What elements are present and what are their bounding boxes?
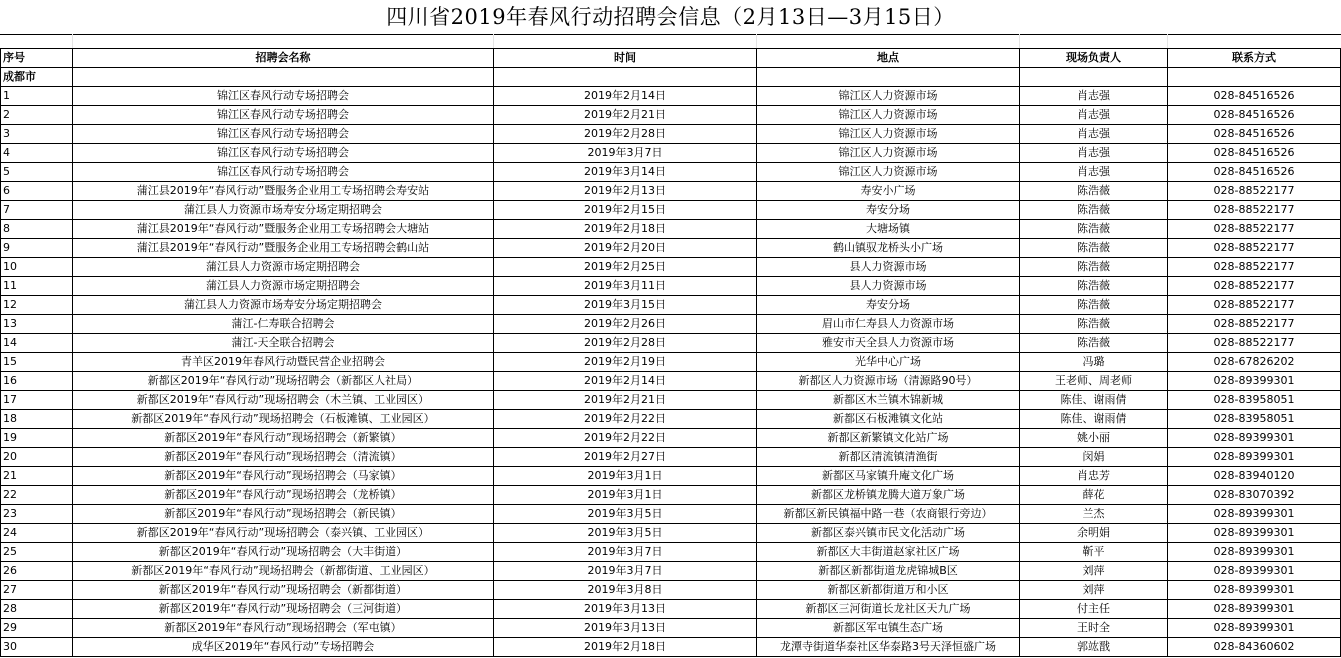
cell-contact-person: 陈浩薇 [1020,239,1168,258]
cell-contact-person: 陈浩薇 [1020,258,1168,277]
header-cell-time: 时间 [494,49,757,68]
cell-location: 新都区马家镇升庵文化广场 [757,467,1020,486]
cell-location: 锦江区人力资源市场 [757,125,1020,144]
cell-phone: 028-89399301 [1168,429,1341,448]
cell-time: 2019年2月18日 [494,638,757,657]
cell-phone: 028-89399301 [1168,581,1341,600]
header-cell-phone: 联系方式 [1168,49,1341,68]
cell-name: 蒲江-天全联合招聘会 [73,334,494,353]
gridline [1167,34,1168,48]
cell-no: 16 [1,372,73,391]
header-cell-name: 招聘会名称 [73,49,494,68]
cell-phone: 028-89399301 [1168,543,1341,562]
table-row [1,239,1341,258]
table-row [1,467,1341,486]
cell-name: 新都区2019年“春风行动”现场招聘会（新都街道） [73,581,494,600]
cell-name: 新都区2019年“春风行动”现场招聘会（三河街道） [73,600,494,619]
section-label: 成都市 [1,68,73,87]
cell-no: 18 [1,410,73,429]
empty-cell [1168,68,1341,87]
cell-no: 15 [1,353,73,372]
cell-phone: 028-89399301 [1168,619,1341,638]
cell-contact-person: 余明娟 [1020,524,1168,543]
cell-name: 新都区2019年“春风行动”现场招聘会（石板滩镇、工业园区） [73,410,494,429]
cell-phone: 028-84516526 [1168,144,1341,163]
cell-location: 新都区人力资源市场（清源路90号） [757,372,1020,391]
fair-table [0,48,1341,657]
cell-phone: 028-88522177 [1168,258,1341,277]
cell-name: 蒲江县人力资源市场寿安分场定期招聘会 [73,201,494,220]
table-row [1,429,1341,448]
cell-contact-person: 兰杰 [1020,505,1168,524]
cell-location: 寿安分场 [757,296,1020,315]
table-row [1,201,1341,220]
cell-contact-person: 陈佳、谢雨倩 [1020,410,1168,429]
table-row [1,258,1341,277]
cell-phone: 028-88522177 [1168,220,1341,239]
cell-name: 新都区2019年“春风行动”现场招聘会（木兰镇、工业园区） [73,391,494,410]
cell-time: 2019年3月1日 [494,486,757,505]
cell-contact-person: 陈浩薇 [1020,277,1168,296]
gridline [493,34,494,48]
header-cell-no: 序号 [1,49,73,68]
table-row [1,296,1341,315]
cell-time: 2019年3月7日 [494,543,757,562]
cell-phone: 028-89399301 [1168,448,1341,467]
cell-name: 成华区2019年“春风行动”专场招聘会 [73,638,494,657]
cell-phone: 028-89399301 [1168,524,1341,543]
section-row [1,68,1341,87]
table-row [1,220,1341,239]
table-row [1,391,1341,410]
cell-no: 3 [1,125,73,144]
page-title: 四川省2019年春风行动招聘会信息（2月13日—3月15日） [386,5,955,29]
cell-name: 锦江区春风行动专场招聘会 [73,87,494,106]
cell-time: 2019年3月8日 [494,581,757,600]
empty-cell [494,68,757,87]
cell-time: 2019年2月20日 [494,239,757,258]
cell-name: 新都区2019年“春风行动”现场招聘会（清流镇） [73,448,494,467]
cell-no: 6 [1,182,73,201]
cell-location: 新都区泰兴镇市民文化活动广场 [757,524,1020,543]
cell-contact-person: 陈浩薇 [1020,201,1168,220]
header-cell-contact-person: 现场负责人 [1020,49,1168,68]
cell-phone: 028-84516526 [1168,87,1341,106]
table-row [1,619,1341,638]
cell-time: 2019年2月14日 [494,87,757,106]
table-row [1,372,1341,391]
cell-time: 2019年2月18日 [494,220,757,239]
cell-no: 2 [1,106,73,125]
cell-time: 2019年2月28日 [494,125,757,144]
cell-no: 4 [1,144,73,163]
cell-name: 蒲江县2019年“春风行动”暨服务企业用工专场招聘会大塘站 [73,220,494,239]
cell-location: 寿安小广场 [757,182,1020,201]
cell-location: 新都区新都街道龙虎锦城B区 [757,562,1020,581]
cell-time: 2019年3月13日 [494,619,757,638]
cell-location: 锦江区人力资源市场 [757,144,1020,163]
table-row [1,182,1341,201]
cell-no: 22 [1,486,73,505]
cell-contact-person: 刘萍 [1020,581,1168,600]
table-row [1,410,1341,429]
cell-time: 2019年2月25日 [494,258,757,277]
cell-contact-person: 陈浩薇 [1020,315,1168,334]
cell-contact-person: 陈浩薇 [1020,220,1168,239]
cell-no: 8 [1,220,73,239]
cell-contact-person: 付主任 [1020,600,1168,619]
cell-time: 2019年2月14日 [494,372,757,391]
table-row [1,448,1341,467]
cell-contact-person: 靳平 [1020,543,1168,562]
cell-no: 5 [1,163,73,182]
table-row [1,334,1341,353]
table-row [1,315,1341,334]
cell-name: 新都区2019年“春风行动”现场招聘会（龙桥镇） [73,486,494,505]
cell-phone: 028-88522177 [1168,239,1341,258]
cell-no: 23 [1,505,73,524]
cell-location: 新都区新都街道万和小区 [757,581,1020,600]
table-row [1,543,1341,562]
table-body [1,49,1341,657]
cell-phone: 028-88522177 [1168,315,1341,334]
cell-name: 锦江区春风行动专场招聘会 [73,125,494,144]
cell-no: 29 [1,619,73,638]
cell-location: 新都区新民镇福中路一巷（农商银行旁边） [757,505,1020,524]
cell-contact-person: 陈浩薇 [1020,182,1168,201]
cell-phone: 028-83940120 [1168,467,1341,486]
cell-time: 2019年2月27日 [494,448,757,467]
table-row [1,353,1341,372]
cell-location: 眉山市仁寿县人力资源市场 [757,315,1020,334]
title-row [0,0,1341,35]
cell-contact-person: 刘萍 [1020,562,1168,581]
cell-time: 2019年3月7日 [494,144,757,163]
table-row [1,600,1341,619]
cell-time: 2019年2月22日 [494,410,757,429]
cell-location: 县人力资源市场 [757,258,1020,277]
cell-time: 2019年2月22日 [494,429,757,448]
cell-name: 蒲江县人力资源市场定期招聘会 [73,277,494,296]
cell-phone: 028-83958051 [1168,410,1341,429]
gridline [1019,34,1020,48]
cell-no: 26 [1,562,73,581]
cell-time: 2019年3月11日 [494,277,757,296]
cell-phone: 028-88522177 [1168,182,1341,201]
cell-time: 2019年2月19日 [494,353,757,372]
cell-no: 13 [1,315,73,334]
cell-location: 新都区军屯镇生态广场 [757,619,1020,638]
cell-contact-person: 肖志强 [1020,163,1168,182]
cell-time: 2019年2月21日 [494,391,757,410]
table-row [1,581,1341,600]
cell-location: 新都区石板滩镇文化站 [757,410,1020,429]
table-row [1,163,1341,182]
cell-time: 2019年3月7日 [494,562,757,581]
cell-location: 锦江区人力资源市场 [757,87,1020,106]
blank-row [0,34,1341,49]
cell-time: 2019年2月13日 [494,182,757,201]
cell-time: 2019年3月1日 [494,467,757,486]
cell-name: 新都区2019年“春风行动”现场招聘会（大丰街道） [73,543,494,562]
cell-name: 蒲江县人力资源市场寿安分场定期招聘会 [73,296,494,315]
cell-phone: 028-88522177 [1168,277,1341,296]
gridline [756,34,757,48]
cell-location: 新都区三河街道长龙社区天九广场 [757,600,1020,619]
cell-contact-person: 肖志强 [1020,125,1168,144]
cell-no: 11 [1,277,73,296]
cell-location: 新都区木兰镇木锦新城 [757,391,1020,410]
cell-time: 2019年3月5日 [494,524,757,543]
cell-name: 蒲江-仁寿联合招聘会 [73,315,494,334]
table-row [1,87,1341,106]
cell-location: 寿安分场 [757,201,1020,220]
cell-location: 新都区新繁镇文化站广场 [757,429,1020,448]
cell-name: 蒲江县2019年“春风行动”暨服务企业用工专场招聘会鹤山站 [73,239,494,258]
cell-no: 17 [1,391,73,410]
cell-time: 2019年3月15日 [494,296,757,315]
cell-time: 2019年3月5日 [494,505,757,524]
cell-phone: 028-88522177 [1168,201,1341,220]
cell-time: 2019年3月14日 [494,163,757,182]
empty-cell [757,68,1020,87]
cell-time: 2019年2月28日 [494,334,757,353]
cell-time: 2019年2月15日 [494,201,757,220]
cell-name: 新都区2019年“春风行动”现场招聘会（新都区人社局） [73,372,494,391]
cell-contact-person: 冯璐 [1020,353,1168,372]
cell-phone: 028-88522177 [1168,334,1341,353]
cell-location: 雅安市天全县人力资源市场 [757,334,1020,353]
empty-cell [1020,68,1168,87]
table-row [1,144,1341,163]
gridline [72,34,73,48]
cell-contact-person: 陈佳、谢雨倩 [1020,391,1168,410]
cell-contact-person: 肖忠芳 [1020,467,1168,486]
table-row [1,277,1341,296]
cell-phone: 028-88522177 [1168,296,1341,315]
cell-location: 新都区清流镇清渔街 [757,448,1020,467]
header-cell-location: 地点 [757,49,1020,68]
cell-name: 新都区2019年“春风行动”现场招聘会（马家镇） [73,467,494,486]
cell-phone: 028-89399301 [1168,505,1341,524]
table-row [1,125,1341,144]
cell-phone: 028-89399301 [1168,562,1341,581]
cell-phone: 028-83958051 [1168,391,1341,410]
cell-phone: 028-84360602 [1168,638,1341,657]
header-row [1,49,1341,68]
cell-location: 县人力资源市场 [757,277,1020,296]
cell-no: 19 [1,429,73,448]
cell-location: 新都区龙桥镇龙腾大道万象广场 [757,486,1020,505]
cell-phone: 028-89399301 [1168,372,1341,391]
cell-location: 锦江区人力资源市场 [757,106,1020,125]
cell-location: 光华中心广场 [757,353,1020,372]
cell-contact-person: 肖志强 [1020,144,1168,163]
cell-location: 龙潭寺街道华泰社区华泰路3号天泽恒盛广场 [757,638,1020,657]
cell-name: 蒲江县2019年“春风行动”暨服务企业用工专场招聘会寿安站 [73,182,494,201]
cell-phone: 028-67826202 [1168,353,1341,372]
cell-no: 24 [1,524,73,543]
cell-no: 1 [1,87,73,106]
cell-contact-person: 肖志强 [1020,87,1168,106]
cell-location: 鹤山镇驭龙桥头小广场 [757,239,1020,258]
cell-no: 21 [1,467,73,486]
cell-no: 12 [1,296,73,315]
table-row [1,505,1341,524]
table-row [1,562,1341,581]
cell-no: 27 [1,581,73,600]
cell-time: 2019年3月13日 [494,600,757,619]
cell-contact-person: 陈浩薇 [1020,334,1168,353]
cell-contact-person: 姚小丽 [1020,429,1168,448]
cell-time: 2019年2月21日 [494,106,757,125]
cell-phone: 028-89399301 [1168,600,1341,619]
table-row [1,106,1341,125]
empty-cell [73,68,494,87]
table-row [1,524,1341,543]
cell-no: 10 [1,258,73,277]
cell-phone: 028-84516526 [1168,163,1341,182]
cell-contact-person: 肖志强 [1020,106,1168,125]
cell-no: 14 [1,334,73,353]
cell-no: 7 [1,201,73,220]
cell-time: 2019年2月26日 [494,315,757,334]
cell-name: 青羊区2019年春风行动暨民营企业招聘会 [73,353,494,372]
cell-phone: 028-84516526 [1168,106,1341,125]
cell-phone: 028-84516526 [1168,125,1341,144]
cell-name: 锦江区春风行动专场招聘会 [73,144,494,163]
cell-no: 25 [1,543,73,562]
cell-name: 锦江区春风行动专场招聘会 [73,106,494,125]
cell-location: 新都区大丰街道赵家社区广场 [757,543,1020,562]
table-row [1,486,1341,505]
cell-phone: 028-83070392 [1168,486,1341,505]
cell-name: 新都区2019年“春风行动”现场招聘会（新繁镇） [73,429,494,448]
cell-name: 新都区2019年“春风行动”现场招聘会（军屯镇） [73,619,494,638]
cell-name: 蒲江县人力资源市场定期招聘会 [73,258,494,277]
cell-contact-person: 闵娟 [1020,448,1168,467]
cell-name: 新都区2019年“春风行动”现场招聘会（新民镇） [73,505,494,524]
cell-no: 28 [1,600,73,619]
cell-contact-person: 薛花 [1020,486,1168,505]
cell-no: 9 [1,239,73,258]
cell-contact-person: 王老师、周老师 [1020,372,1168,391]
cell-name: 新都区2019年“春风行动”现场招聘会（泰兴镇、工业园区） [73,524,494,543]
table-row [1,638,1341,657]
cell-location: 锦江区人力资源市场 [757,163,1020,182]
cell-contact-person: 陈浩薇 [1020,296,1168,315]
cell-name: 锦江区春风行动专场招聘会 [73,163,494,182]
cell-contact-person: 郭竑戬 [1020,638,1168,657]
cell-contact-person: 王时全 [1020,619,1168,638]
cell-name: 新都区2019年“春风行动”现场招聘会（新都街道、工业园区） [73,562,494,581]
cell-location: 大塘场镇 [757,220,1020,239]
cell-no: 20 [1,448,73,467]
cell-no: 30 [1,638,73,657]
